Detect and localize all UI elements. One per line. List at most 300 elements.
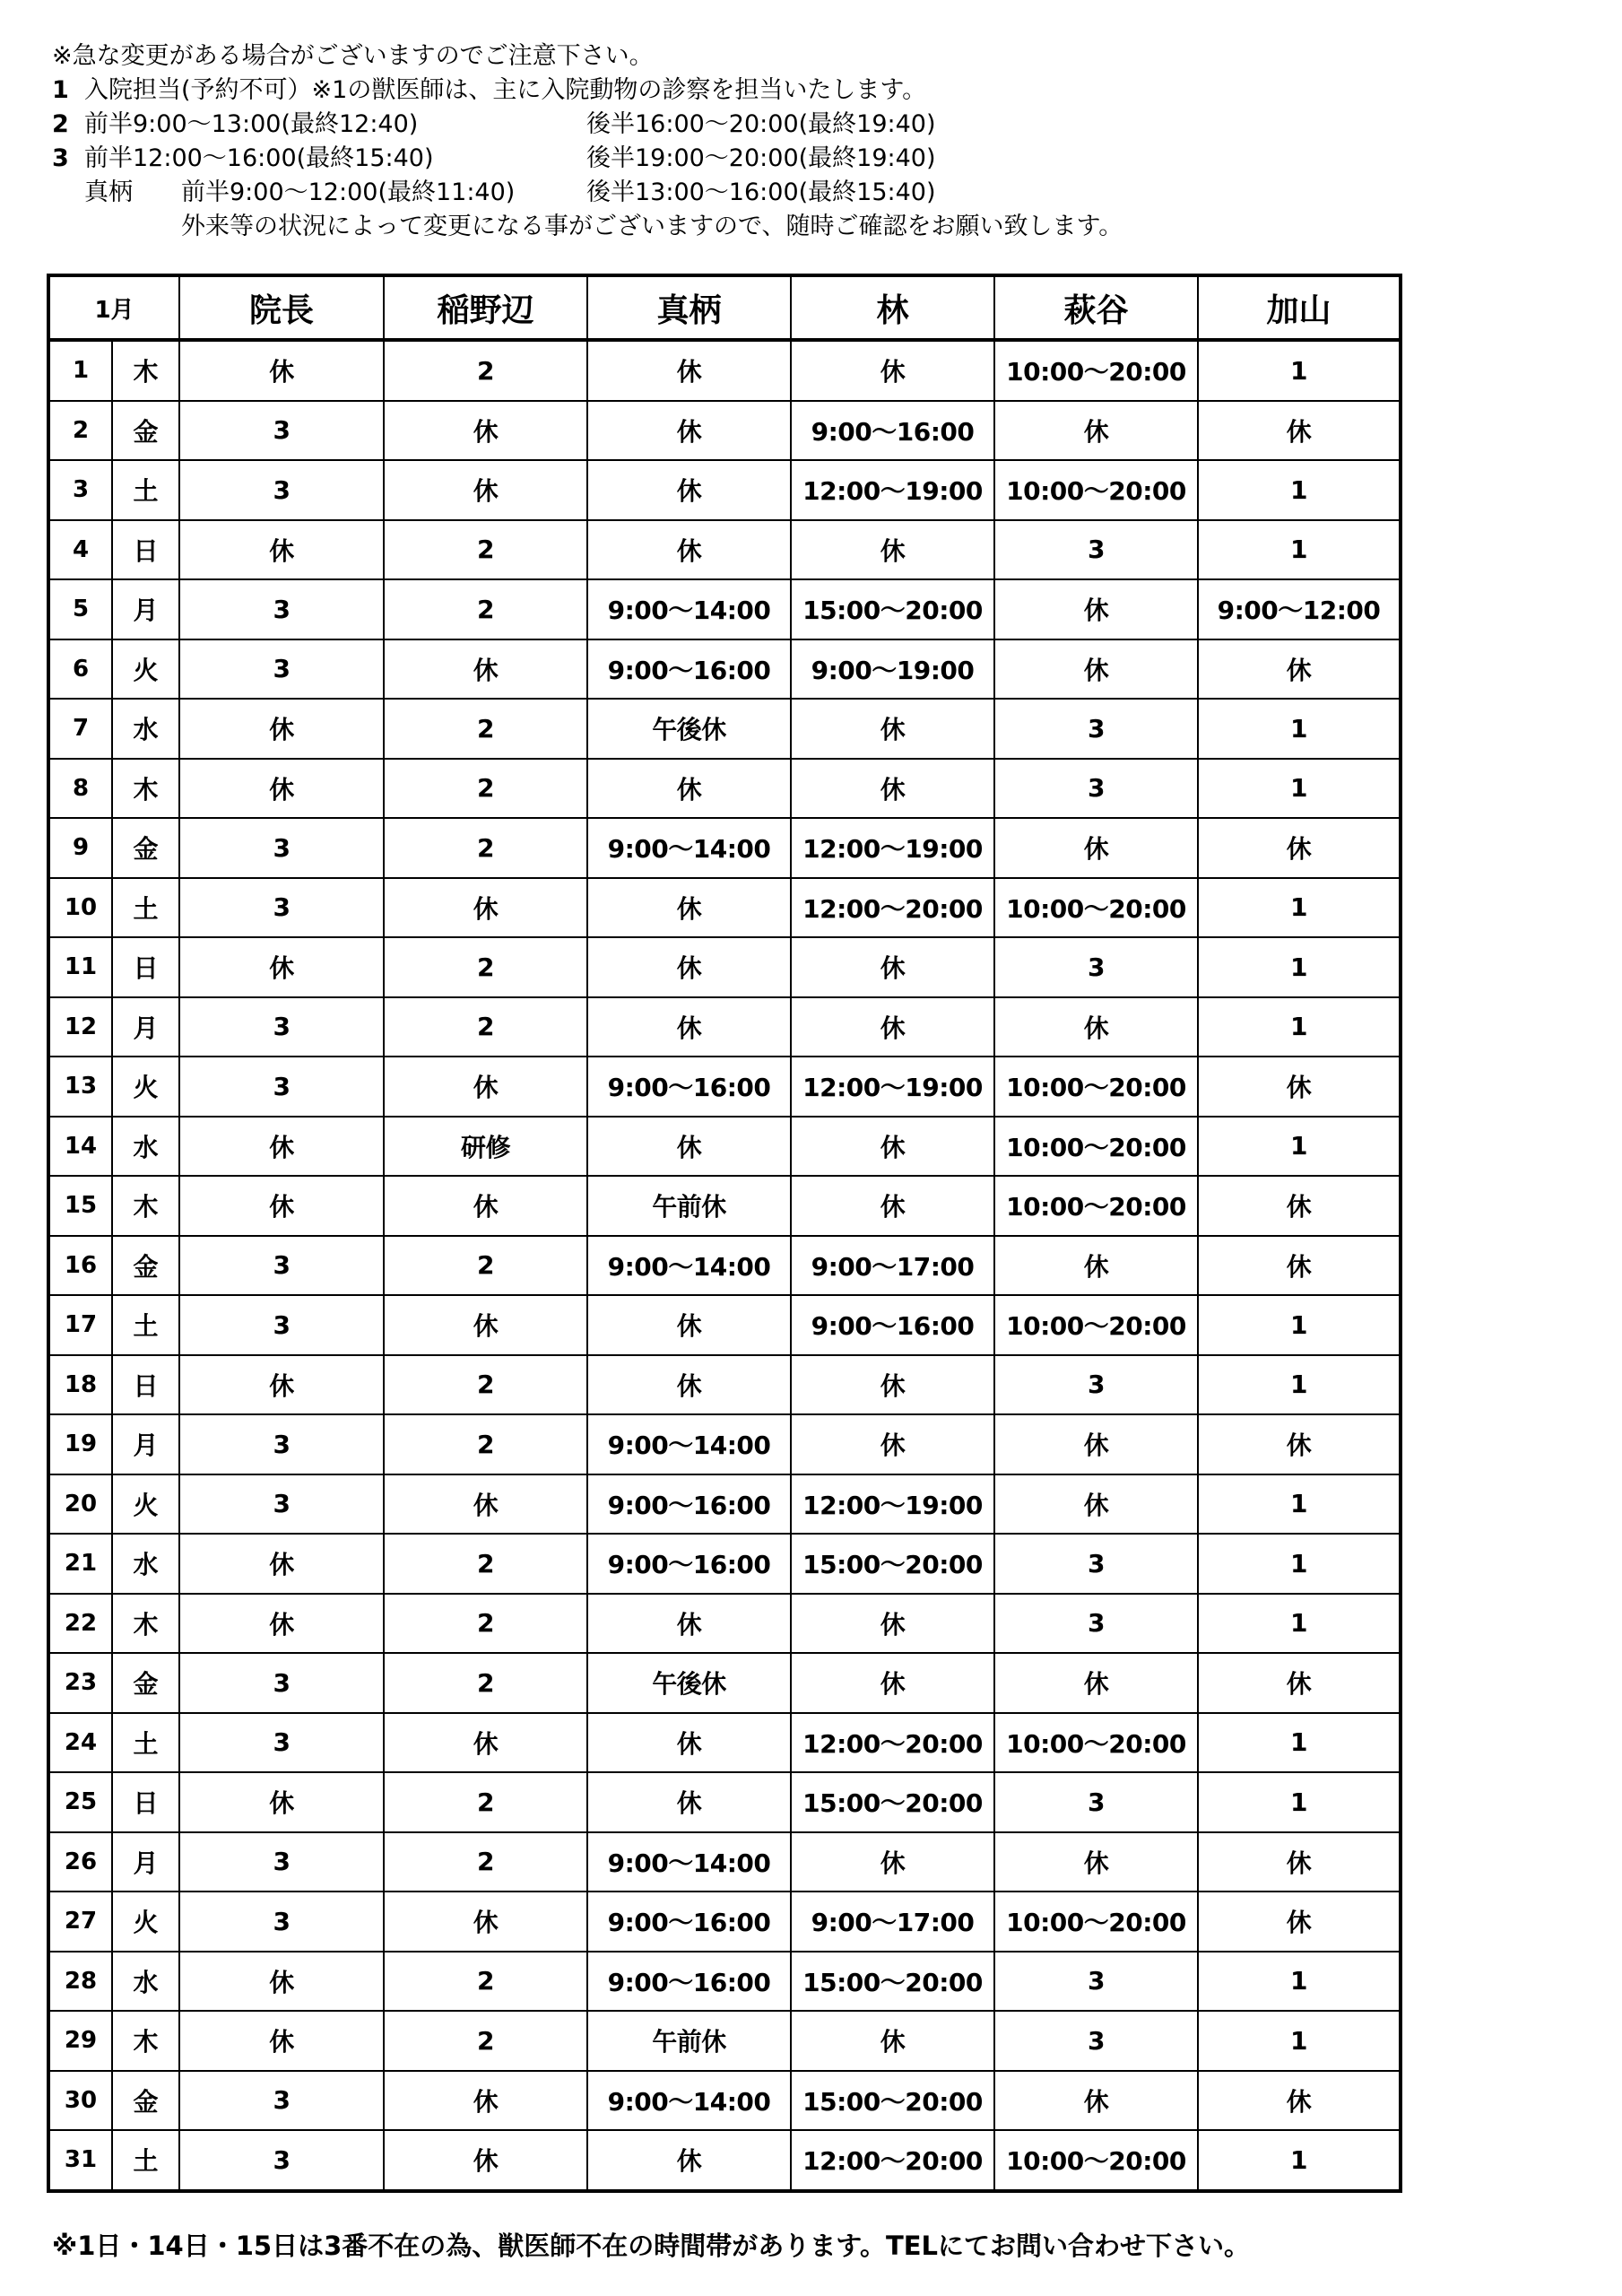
- day-number: 11: [50, 938, 113, 996]
- shift-cell: 1: [1198, 1534, 1401, 1594]
- shift-cell: 3: [994, 2011, 1198, 2071]
- weekday: 土: [133, 1728, 159, 1759]
- shift-cell: 9:00～16:00: [587, 639, 791, 700]
- shift-cell: 休: [587, 520, 791, 580]
- day-number: 2: [50, 402, 113, 460]
- shift-cell: 1: [1198, 1295, 1401, 1355]
- shift-cell: 休: [587, 2130, 791, 2191]
- shift-cell: 休: [791, 1414, 994, 1474]
- shift-cell: 休: [179, 759, 384, 819]
- shift-cell: 3: [994, 520, 1198, 580]
- shift-cell: 3: [994, 1534, 1198, 1594]
- shift-cell: 休: [994, 818, 1198, 878]
- day-number: 1: [50, 342, 113, 400]
- shift-cell: 12:00～20:00: [791, 1713, 994, 1773]
- shift-cell: 休: [179, 937, 384, 997]
- note-text: 外来等の状況によって変更になる事がございますので、随時ご確認をお願い致します。: [181, 213, 1123, 240]
- shift-cell: 10:00～20:00: [994, 878, 1198, 938]
- note-number: 3: [52, 144, 69, 172]
- shift-cell: 3: [179, 639, 384, 700]
- day-number: 29: [50, 2012, 113, 2070]
- shift-cell: 9:00～16:00: [587, 1057, 791, 1117]
- shift-cell: 3: [179, 579, 384, 639]
- date-cell: [48, 1534, 179, 1594]
- date-cell: [48, 401, 179, 461]
- day-number: 24: [50, 1714, 113, 1772]
- table-row: [48, 1295, 1401, 1355]
- table-row: [48, 1832, 1401, 1892]
- shift-cell: 休: [791, 1355, 994, 1415]
- weekday: 日: [133, 953, 159, 984]
- date-cell: [48, 1952, 179, 2012]
- shift-cell: 休: [1198, 1892, 1401, 1952]
- note-text: 前半9:00～12:00(最終11:40): [181, 178, 516, 206]
- date-cell: [48, 878, 179, 938]
- weekday: 月: [133, 1013, 159, 1043]
- weekday: 水: [133, 1550, 159, 1580]
- date-cell: [48, 1594, 179, 1654]
- shift-cell: 休: [587, 1772, 791, 1832]
- shift-cell: 9:00～14:00: [587, 1414, 791, 1474]
- shift-cell: 休: [994, 1832, 1198, 1892]
- day-number: 16: [50, 1237, 113, 1295]
- table-row: [48, 1117, 1401, 1177]
- shift-cell: 休: [384, 878, 587, 938]
- day-number: 25: [50, 1773, 113, 1831]
- date-cell: [48, 1414, 179, 1474]
- day-number: 28: [50, 1952, 113, 2011]
- shift-cell: 休: [587, 340, 791, 401]
- shift-cell: 9:00～16:00: [791, 1295, 994, 1355]
- day-number: 31: [50, 2131, 113, 2189]
- shift-cell: 3: [179, 818, 384, 878]
- weekday: 火: [133, 1490, 159, 1520]
- note-text: 後半16:00～20:00(最終19:40): [586, 110, 936, 138]
- shift-cell: 15:00～20:00: [791, 1952, 994, 2012]
- weekday: 火: [133, 1073, 159, 1103]
- shift-cell: 9:00～17:00: [791, 1236, 994, 1296]
- shift-cell: 9:00～19:00: [791, 639, 994, 700]
- header-row: [48, 275, 1401, 340]
- table-row: [48, 2130, 1401, 2191]
- shift-cell: 休: [587, 1594, 791, 1654]
- shift-cell: 休: [179, 2011, 384, 2071]
- date-cell: [48, 579, 179, 639]
- day-number: 27: [50, 1892, 113, 1951]
- shift-cell: 休: [1198, 2071, 1401, 2131]
- note-text: 後半13:00～16:00(最終15:40): [586, 178, 936, 206]
- shift-cell: 15:00～20:00: [791, 579, 994, 639]
- day-number: 23: [50, 1654, 113, 1712]
- shift-cell: 休: [384, 1713, 587, 1773]
- note-label: 真柄: [84, 178, 133, 206]
- date-cell: [48, 460, 179, 520]
- weekday: 日: [133, 1370, 159, 1401]
- date-cell: [48, 759, 179, 819]
- shift-cell: 休: [791, 1832, 994, 1892]
- shift-cell: 休: [384, 460, 587, 520]
- shift-cell: 2: [384, 937, 587, 997]
- staff-header: 萩谷: [994, 275, 1198, 340]
- date-cell: [48, 1653, 179, 1713]
- shift-cell: 休: [1198, 1057, 1401, 1117]
- shift-cell: 休: [994, 997, 1198, 1057]
- shift-cell: 2: [384, 1236, 587, 1296]
- shift-cell: 9:00～14:00: [587, 1236, 791, 1296]
- shift-cell: 1: [1198, 699, 1401, 759]
- weekday: 木: [133, 1609, 159, 1639]
- note-warning: ※急な変更がある場合がございますのでご注意下さい。: [52, 42, 654, 70]
- weekday: 木: [133, 2027, 159, 2057]
- shift-cell: 休: [179, 1355, 384, 1415]
- shift-cell: 3: [179, 1892, 384, 1952]
- shift-cell: 休: [384, 2071, 587, 2131]
- shift-cell: 3: [179, 1414, 384, 1474]
- shift-cell: 休: [384, 2130, 587, 2191]
- weekday: 土: [133, 1311, 159, 1342]
- shift-cell: 9:00～16:00: [791, 401, 994, 461]
- shift-cell: 休: [791, 1117, 994, 1177]
- shift-cell: 1: [1198, 1474, 1401, 1535]
- day-number: 22: [50, 1595, 113, 1653]
- shift-cell: 3: [994, 937, 1198, 997]
- weekday: 土: [133, 476, 159, 507]
- shift-cell: 休: [587, 759, 791, 819]
- date-cell: [48, 1057, 179, 1117]
- date-cell: [48, 699, 179, 759]
- shift-cell: 1: [1198, 1713, 1401, 1773]
- note-number: 1: [52, 76, 69, 104]
- shift-cell: 3: [994, 1594, 1198, 1654]
- shift-cell: 休: [791, 1594, 994, 1654]
- weekday: 月: [133, 1431, 159, 1461]
- date-cell: [48, 937, 179, 997]
- shift-cell: 休: [587, 1355, 791, 1415]
- shift-cell: 休: [994, 1474, 1198, 1535]
- day-number: 30: [50, 2072, 113, 2130]
- shift-cell: 休: [179, 1594, 384, 1654]
- day-number: 20: [50, 1475, 113, 1534]
- shift-cell: 3: [179, 1474, 384, 1535]
- note-text: 入院担当(予約不可）※1の獣医師は、主に入院動物の診察を担当いたします。: [84, 76, 927, 104]
- shift-cell: 3: [994, 759, 1198, 819]
- shift-cell: 9:00～16:00: [587, 1952, 791, 2012]
- shift-cell: 休: [587, 997, 791, 1057]
- shift-cell: 2: [384, 818, 587, 878]
- shift-cell: 2: [384, 579, 587, 639]
- shift-cell: 3: [179, 1832, 384, 1892]
- shift-cell: 12:00～19:00: [791, 460, 994, 520]
- table-row: [48, 579, 1401, 639]
- shift-cell: 休: [587, 401, 791, 461]
- weekday: 水: [133, 1967, 159, 1997]
- shift-cell: 1: [1198, 520, 1401, 580]
- shift-cell: 10:00～20:00: [994, 340, 1198, 401]
- weekday: 水: [133, 1132, 159, 1162]
- shift-cell: 15:00～20:00: [791, 1534, 994, 1594]
- date-cell: [48, 818, 179, 878]
- table-row: [48, 699, 1401, 759]
- shift-cell: 2: [384, 1952, 587, 2012]
- day-number: 4: [50, 521, 113, 579]
- table-row: [48, 1057, 1401, 1117]
- date-cell: [48, 1713, 179, 1773]
- shift-cell: 1: [1198, 1952, 1401, 2012]
- table-row: [48, 1713, 1401, 1773]
- staff-header: 稲野辺: [384, 275, 587, 340]
- shift-cell: 3: [179, 2130, 384, 2191]
- table-row: [48, 1176, 1401, 1236]
- shift-cell: 休: [791, 520, 994, 580]
- shift-cell: 休: [587, 1713, 791, 1773]
- shift-cell: 10:00～20:00: [994, 460, 1198, 520]
- shift-cell: 3: [179, 1295, 384, 1355]
- shift-cell: 休: [1198, 401, 1401, 461]
- shift-cell: 10:00～20:00: [994, 1892, 1198, 1952]
- shift-cell: 10:00～20:00: [994, 1117, 1198, 1177]
- staff-header: 真柄: [587, 275, 791, 340]
- table-row: [48, 1653, 1401, 1713]
- shift-cell: 午前休: [587, 1176, 791, 1236]
- weekday: 日: [133, 535, 159, 566]
- shift-cell: 1: [1198, 937, 1401, 997]
- shift-cell: 10:00～20:00: [994, 1713, 1198, 1773]
- shift-cell: 9:00～16:00: [587, 1534, 791, 1594]
- shift-cell: 9:00～14:00: [587, 579, 791, 639]
- day-number: 10: [50, 879, 113, 937]
- weekday: 水: [133, 715, 159, 745]
- shift-cell: 休: [179, 340, 384, 401]
- date-cell: [48, 639, 179, 700]
- weekday: 金: [133, 2086, 159, 2117]
- shift-cell: 休: [1198, 818, 1401, 878]
- shift-cell: 1: [1198, 997, 1401, 1057]
- schedule-table: [47, 274, 1402, 2193]
- shift-cell: 休: [1198, 1414, 1401, 1474]
- shift-cell: 3: [179, 878, 384, 938]
- shift-cell: 休: [1198, 639, 1401, 700]
- shift-cell: 3: [179, 1236, 384, 1296]
- shift-cell: 休: [791, 699, 994, 759]
- table-row: [48, 1772, 1401, 1832]
- shift-cell: 休: [587, 1117, 791, 1177]
- shift-cell: 休: [994, 401, 1198, 461]
- shift-cell: 休: [1198, 1236, 1401, 1296]
- shift-cell: 2: [384, 1594, 587, 1654]
- date-cell: [48, 2071, 179, 2131]
- date-cell: [48, 2011, 179, 2071]
- shift-cell: 休: [587, 460, 791, 520]
- weekday: 土: [133, 2146, 159, 2177]
- shift-cell: 2: [384, 1772, 587, 1832]
- shift-cell: 休: [384, 639, 587, 700]
- table-row: [48, 818, 1401, 878]
- shift-cell: 休: [994, 1653, 1198, 1713]
- day-number: 6: [50, 640, 113, 699]
- shift-cell: 9:00～12:00: [1198, 579, 1401, 639]
- day-number: 12: [50, 998, 113, 1057]
- shift-cell: 3: [994, 1772, 1198, 1832]
- shift-cell: 休: [1198, 1176, 1401, 1236]
- shift-cell: 休: [179, 520, 384, 580]
- weekday: 火: [133, 655, 159, 685]
- shift-cell: 休: [179, 1952, 384, 2012]
- day-number: 7: [50, 700, 113, 758]
- table-row: [48, 2011, 1401, 2071]
- shift-cell: 休: [1198, 1653, 1401, 1713]
- shift-cell: 15:00～20:00: [791, 2071, 994, 2131]
- shift-cell: 3: [179, 460, 384, 520]
- shift-cell: 休: [179, 699, 384, 759]
- shift-cell: 9:00～16:00: [587, 1474, 791, 1535]
- shift-cell: 1: [1198, 1117, 1401, 1177]
- shift-cell: 2: [384, 1414, 587, 1474]
- date-cell: [48, 520, 179, 580]
- table-row: [48, 340, 1401, 401]
- shift-cell: 2: [384, 340, 587, 401]
- table-row: [48, 1892, 1401, 1952]
- date-cell: [48, 997, 179, 1057]
- day-number: 14: [50, 1118, 113, 1176]
- shift-cell: 休: [179, 1176, 384, 1236]
- shift-cell: 休: [994, 1414, 1198, 1474]
- day-number: 13: [50, 1057, 113, 1116]
- shift-cell: 3: [179, 1713, 384, 1773]
- table-row: [48, 1594, 1401, 1654]
- shift-cell: 3: [179, 997, 384, 1057]
- shift-cell: 2: [384, 1653, 587, 1713]
- shift-cell: 2: [384, 1355, 587, 1415]
- note-text: 前半9:00～13:00(最終12:40): [84, 110, 419, 138]
- shift-cell: 2: [384, 1832, 587, 1892]
- shift-cell: 休: [791, 340, 994, 401]
- month-header: 1月: [48, 275, 179, 340]
- shift-cell: 午前休: [587, 2011, 791, 2071]
- shift-cell: 1: [1198, 1355, 1401, 1415]
- shift-cell: 12:00～19:00: [791, 818, 994, 878]
- day-number: 19: [50, 1415, 113, 1474]
- weekday: 金: [133, 416, 159, 447]
- footer-note: ※1日・14日・15日は3番不在の為、獣医師不在の時間帯があります。TELにてお問い合わせ下さい。: [52, 2231, 1251, 2261]
- shift-cell: 9:00～17:00: [791, 1892, 994, 1952]
- weekday: 月: [133, 596, 159, 626]
- note-number: 2: [52, 110, 69, 138]
- shift-cell: 10:00～20:00: [994, 1176, 1198, 1236]
- day-number: 18: [50, 1356, 113, 1414]
- shift-cell: 1: [1198, 1772, 1401, 1832]
- table-row: [48, 1952, 1401, 2012]
- shift-cell: 休: [791, 759, 994, 819]
- date-cell: [48, 1295, 179, 1355]
- shift-cell: 1: [1198, 759, 1401, 819]
- shift-cell: 研修: [384, 1117, 587, 1177]
- shift-cell: 10:00～20:00: [994, 2130, 1198, 2191]
- shift-cell: 休: [179, 1534, 384, 1594]
- shift-cell: 2: [384, 2011, 587, 2071]
- day-number: 9: [50, 819, 113, 877]
- shift-cell: 3: [994, 1952, 1198, 2012]
- shift-cell: 休: [994, 579, 1198, 639]
- weekday: 火: [133, 1908, 159, 1938]
- date-cell: [48, 1355, 179, 1415]
- shift-cell: 休: [587, 1295, 791, 1355]
- shift-cell: 1: [1198, 2011, 1401, 2071]
- shift-cell: 休: [384, 1474, 587, 1535]
- note-text: 後半19:00～20:00(最終19:40): [586, 144, 936, 172]
- shift-cell: 午後休: [587, 1653, 791, 1713]
- date-cell: [48, 1892, 179, 1952]
- weekday: 日: [133, 1788, 159, 1819]
- shift-cell: 休: [791, 997, 994, 1057]
- shift-cell: 休: [1198, 1832, 1401, 1892]
- shift-cell: 1: [1198, 340, 1401, 401]
- table-row: [48, 1355, 1401, 1415]
- shift-cell: 休: [587, 878, 791, 938]
- shift-cell: 12:00～19:00: [791, 1057, 994, 1117]
- shift-cell: 休: [179, 1117, 384, 1177]
- day-number: 5: [50, 580, 113, 639]
- shift-cell: 9:00～14:00: [587, 818, 791, 878]
- shift-cell: 3: [179, 1057, 384, 1117]
- date-cell: [48, 2130, 179, 2191]
- shift-cell: 3: [179, 2071, 384, 2131]
- weekday: 木: [133, 1192, 159, 1222]
- day-number: 26: [50, 1833, 113, 1892]
- shift-cell: 休: [587, 937, 791, 997]
- weekday: 月: [133, 1848, 159, 1878]
- shift-cell: 9:00～14:00: [587, 1832, 791, 1892]
- table-row: [48, 639, 1401, 700]
- shift-cell: 休: [994, 1236, 1198, 1296]
- shift-cell: 休: [791, 1176, 994, 1236]
- table-row: [48, 2071, 1401, 2131]
- shift-cell: 休: [791, 937, 994, 997]
- shift-cell: 3: [994, 699, 1198, 759]
- day-number: 15: [50, 1177, 113, 1235]
- day-number: 8: [50, 760, 113, 818]
- date-cell: [48, 1117, 179, 1177]
- table-row: [48, 520, 1401, 580]
- weekday: 金: [133, 1251, 159, 1282]
- date-cell: [48, 340, 179, 401]
- table-row: [48, 759, 1401, 819]
- table-row: [48, 878, 1401, 938]
- table-row: [48, 1474, 1401, 1535]
- date-cell: [48, 1832, 179, 1892]
- weekday: 木: [133, 774, 159, 804]
- shift-cell: 休: [384, 401, 587, 461]
- day-number: 17: [50, 1296, 113, 1354]
- shift-cell: 2: [384, 997, 587, 1057]
- shift-cell: 午後休: [587, 699, 791, 759]
- table-row: [48, 937, 1401, 997]
- day-number: 21: [50, 1535, 113, 1593]
- table-row: [48, 401, 1401, 461]
- staff-header: 加山: [1198, 275, 1401, 340]
- shift-cell: 休: [179, 1772, 384, 1832]
- date-cell: [48, 1474, 179, 1535]
- shift-cell: 2: [384, 759, 587, 819]
- weekday: 土: [133, 893, 159, 924]
- date-cell: [48, 1772, 179, 1832]
- shift-cell: 休: [791, 2011, 994, 2071]
- shift-cell: 休: [384, 1176, 587, 1236]
- table-row: [48, 1236, 1401, 1296]
- shift-cell: 1: [1198, 878, 1401, 938]
- shift-cell: 3: [179, 1653, 384, 1713]
- table-row: [48, 997, 1401, 1057]
- shift-cell: 2: [384, 699, 587, 759]
